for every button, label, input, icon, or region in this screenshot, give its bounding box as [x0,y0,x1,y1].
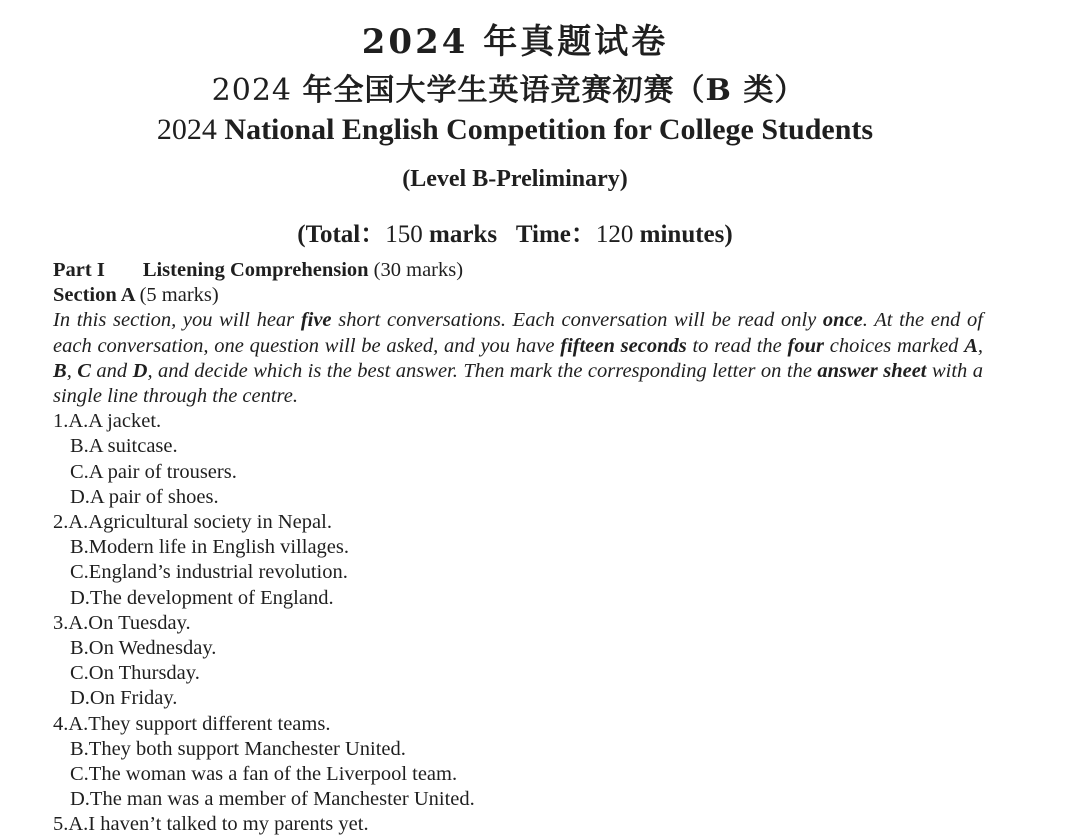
total-value: 150 [385,221,423,248]
question-option: 4.A.They support different teams. [53,712,331,735]
question-3 [53,611,983,712]
question-option: B.On Wednesday. [70,637,217,660]
question-option: B.Modern life in English villages. [70,536,349,559]
cutoff-line: 5.A.I haven’t talked to my parents yet. [53,813,369,836]
exam-content [53,258,984,836]
total-time-line [0,214,1030,250]
question-option: C.England’s industrial revolution. [70,561,348,584]
level-title: (Level B-Preliminary) [402,166,628,192]
question-option: 3.A.On Tuesday. [53,611,191,634]
time-value: 120 [595,221,634,248]
question-2 [53,510,983,611]
question-option: C.A pair of trousers. [70,460,237,483]
title-en-text: National English Competition for College Students [224,113,874,146]
part-heading [53,258,983,283]
part-name: Listening Comprehension [142,259,369,281]
competition-title-cn [0,65,1017,109]
marks-label: marks [429,221,498,248]
question-1 [53,409,983,510]
section-marks: (5 marks) [139,284,219,307]
title-cn-year: 2024 [211,73,292,108]
competition-title-en [0,113,1030,147]
question-option: 2.A.Agricultural society in Nepal. [53,511,332,534]
part-marks: (30 marks) [373,259,464,281]
page-title: 2024 年真题试卷 [361,22,669,62]
part-label: Part I [53,259,105,281]
question-option: D.On Friday. [70,687,178,710]
section-instructions: In this section, you will hear five short conversations. Each conversation will be read only once. At the end of each conversation, one question will be asked, and you have fifteen seconds to read the four choices marked A, B, C and D, and decide which is the best answer. Then mark the corresponding letter on the answer sheet with a single line through the centre. [53,309,984,408]
question-option: C.The woman was a fan of the Liverpool team. [70,763,458,786]
total-label: (Total： [297,221,386,248]
question-4 [53,712,983,813]
question-option: 1.A.A jacket. [53,410,162,433]
question-option: D.A pair of shoes. [70,485,219,508]
time-label: Time： [515,221,596,248]
title-cn-text: 年全国大学生英语竞赛初赛（B 类） [302,73,806,108]
question-option: D.The development of England. [70,586,334,609]
title-en-year: 2024 [156,113,217,146]
question-option: B.A suitcase. [70,435,178,458]
section-label: Section A [53,284,135,307]
minutes-label: minutes) [639,221,733,248]
section-heading [53,283,983,308]
question-option: D.The man was a member of Manchester United. [70,788,475,811]
question-option: B.They both support Manchester United. [70,737,406,760]
question-option: C.On Thursday. [70,662,200,685]
